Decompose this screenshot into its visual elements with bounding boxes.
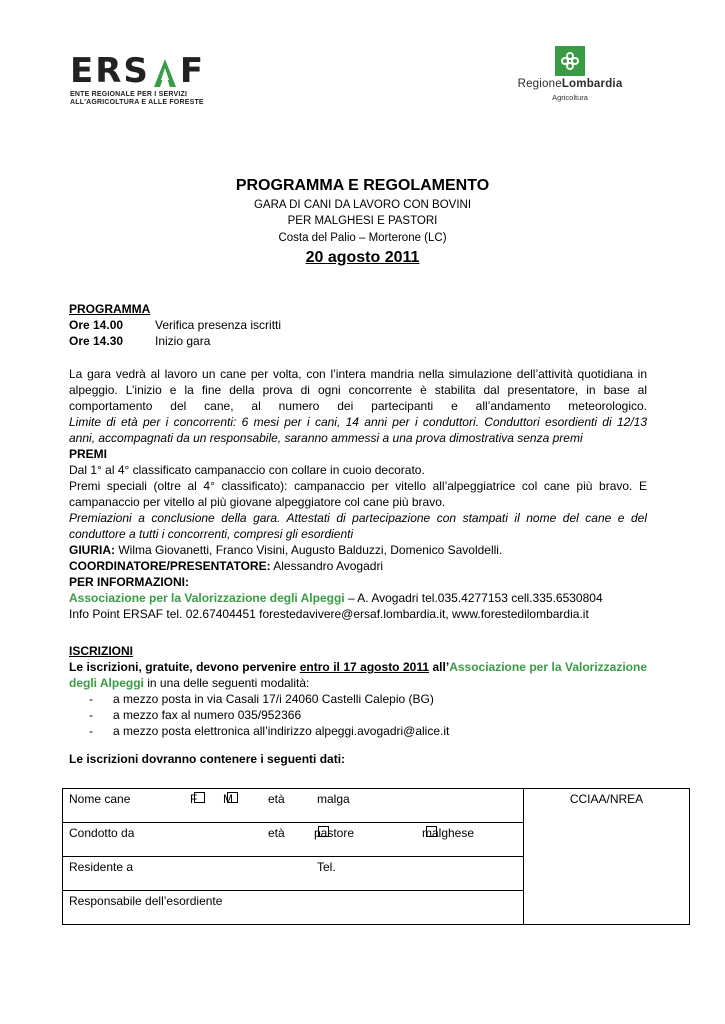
ersaf-logo [70,51,210,107]
region-name: RegioneLombardia [517,78,623,90]
programma-section [69,301,647,349]
schedule-event: Inizio gara [155,334,211,348]
form-cell-responsabile[interactable] [63,891,524,925]
coordinatore-label: COORDINATORE/PRESENTATORE: [69,559,271,573]
coordinatore-line [69,558,647,574]
association-name: degli Alpeggi [69,676,144,690]
giuria-line [69,542,647,558]
regione-lombardia-logo [505,46,635,102]
schedule-row [69,317,647,333]
eta-label: età [268,826,285,840]
schedule-time: Ore 14.30 [69,334,124,348]
premi-heading: PREMI [69,447,108,461]
form-cell-conduttore[interactable]: Condotto da età pastore malghese [63,823,524,857]
giuria-value: Wilma Giovanetti, Franco Visini, Augusto Balduzzi, Domenico Savoldelli. [115,543,503,557]
info-ersaf-line: Info Point ERSAF tel. 02.67404451 forestedavivere@ersaf.lombardia.it, www.forestedilombardia.it [69,607,589,621]
responsabile-label: Responsabile dell’esordiente [69,894,223,908]
table-row [63,789,690,823]
lombardy-rose-icon [555,46,585,76]
document-title: PROGRAMMA E REGOLAMENTO [235,177,490,194]
programma-heading: PROGRAMMA [69,302,151,316]
schedule-event: Verifica presenza iscritti [155,318,282,332]
registration-form-table [62,788,690,925]
event-location: Costa del Palio – Morterone (LC) [278,232,447,244]
association-name: Associazione per la Valorizzazione [449,660,647,674]
association-link[interactable]: Associazione per la Valorizzazione degli Alpeggi [69,591,345,605]
schedule-row [69,333,647,349]
paragraph-line-italic: anni, accompagnati da un responsabile, saranno ammessi a una prova dimostrativa senza premi [69,431,583,445]
cciaa-cell[interactable] [524,789,690,925]
regolamento-text [69,366,647,622]
premi-line: Dal 1° al 4° classificato campanaccio con collare in cuoio decorato. [69,463,425,477]
form-cell-cane[interactable]: Nome cane F M età malga [63,789,524,823]
premi-line: campanaccio per vitello al più giovane alpeggiatore col cane più bravo. [69,495,446,509]
malga-label: malga [317,792,350,806]
paragraph-line: La gara vedrà al lavoro un cane per volta, con l’intera mandria nella simulazione dell’attività quotidiana in [69,367,647,381]
list-item: - a mezzo fax al numero 035/952366 [89,708,302,722]
iscrizioni-heading: ISCRIZIONI [69,644,134,658]
cciaa-label: CCIAA/NREA [569,792,644,806]
premi-line: Premi speciali (oltre al 4° classificato): campanaccio per vitello all’alpeggiatrice col cane più bravo. E [69,479,647,493]
association-contacts: – A. Avogadri tel.035.4277153 cell.335.6530804 [344,591,603,605]
form-cell-residenza[interactable] [63,857,524,891]
paragraph-line: alpeggio. L’inizio e la fine della prova di ogni concorrente è stabilita dal presentatore, in base al [69,383,647,397]
ersaf-logo-word: ERS F [70,51,206,91]
iscrizioni-section [69,643,647,767]
condotto-da-label: Condotto da [69,826,135,840]
ersaf-logo-subtitle-2: ALL'AGRICOLTURA E ALLE FORESTE [70,99,204,106]
residente-label: Residente a [69,860,134,874]
list-item: - a mezzo posta in via Casali 17/i 24060 Castelli Calepio (BG) [89,692,434,706]
region-subtitle: Agricoltura [552,93,588,102]
premiazioni-line: conduttore a tutti i concorrenti, compresi gli esordienti [69,527,354,541]
method-text: a mezzo posta in via Casali 17/i 24060 Castelli Calepio (BG) [113,692,434,706]
iscrizioni-intro-line [69,675,647,691]
method-text: a mezzo fax al numero 035/952366 [113,708,302,722]
info-association-line [69,590,647,606]
event-subtitle-1: GARA DI CANI DA LAVORO CON BOVINI [253,199,472,211]
tel-label: Tel. [317,860,336,874]
ersaf-tree-icon [151,58,179,88]
schedule-time: Ore 14.00 [69,318,124,332]
event-date: 20 agosto 2011 [305,249,420,266]
dati-heading: Le iscrizioni dovranno contenere i seguenti dati: [69,752,346,766]
iscrizioni-intro-line [69,659,647,675]
eta-label: età [268,792,285,806]
intro-text: in una delle seguenti modalità: [143,676,310,690]
premiazioni-line: Premiazioni a conclusione della gara. Attestati di partecipazione con stampati il nome del cane e del [69,511,647,525]
giuria-label: GIURIA: [69,543,115,557]
coordinatore-value: Alessandro Avogadri [270,559,384,573]
deadline: entro il 17 agosto 2011 [299,660,430,674]
ersaf-logo-subtitle-1: ENTE REGIONALE PER I SERVIZI [70,91,188,98]
nome-cane-label: Nome cane [69,792,131,806]
method-text: a mezzo posta elettronica all’indirizzo alpeggi.avogadri@alice.it [113,724,450,738]
event-subtitle-2: PER MALGHESI E PASTORI [287,215,438,227]
intro-text: Le iscrizioni, gratuite, devono pervenire [69,660,300,674]
list-item: - a mezzo posta elettronica all’indirizzo alpeggi.avogadri@alice.it [89,724,450,738]
paragraph-line-italic: Limite di età per i concorrenti: 6 mesi per i cani, 14 anni per i conduttori. Conduttori esordienti di 12/13 [69,415,647,429]
intro-text: all’ [429,660,450,674]
paragraph-line: comportamento del cane, al numero dei partecipanti e all’andamento meteorologico. [69,399,647,413]
info-heading: PER INFORMAZIONI: [69,575,189,589]
